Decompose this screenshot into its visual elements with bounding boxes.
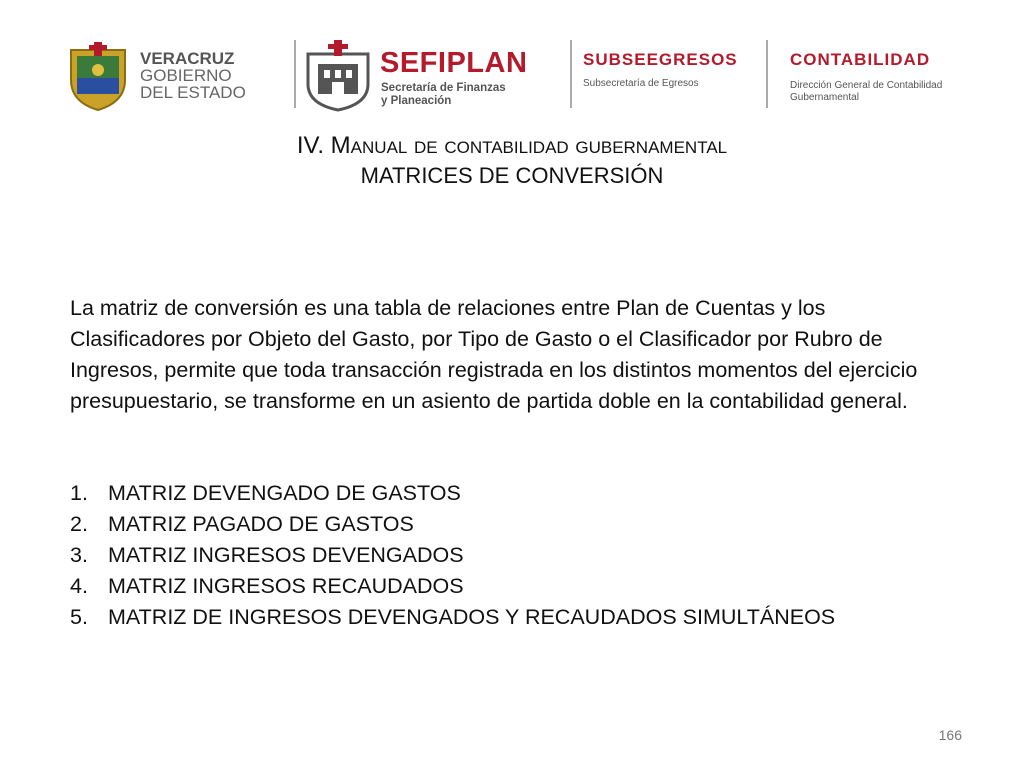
sefiplan-sub2: y Planeación	[381, 95, 452, 107]
divider	[766, 40, 768, 108]
list-text: MATRIZ INGRESOS DEVENGADOS	[108, 543, 464, 567]
slide-subtitle: MATRICES DE CONVERSIÓN	[360, 163, 664, 188]
list-item	[70, 540, 835, 571]
sefiplan-title: SEFIPLAN	[380, 47, 528, 79]
sefiplan-castle-icon	[302, 40, 374, 112]
contabilidad-title: CONTABILIDAD	[790, 50, 931, 69]
body-paragraph: La matriz de conversión es una tabla de relaciones entre Plan de Cuentas y los Clasificadores por Objeto del Gasto, por Tipo de Gasto o el Clasificador por Rubro de Ingresos, permite que toda transacción registrada en los distintos momentos del ejercicio presupuestario, se transforme en un asiento de partida doble en la contabilidad general.	[70, 296, 918, 413]
list-text: MATRIZ DEVENGADO DE GASTOS	[108, 481, 461, 505]
header	[0, 0, 1024, 125]
list-item	[70, 478, 835, 509]
list-number: 5.	[70, 605, 88, 629]
list-item	[70, 571, 835, 602]
sefiplan-subtitle	[381, 82, 506, 108]
divider	[570, 40, 572, 108]
subseegresos-title: SUBSEEGRESOS	[583, 50, 738, 69]
list-number: 1.	[70, 481, 88, 505]
sefiplan-sub1: Secretaría de Finanzas	[381, 82, 506, 94]
divider	[294, 40, 296, 108]
list-item	[70, 509, 835, 540]
contabilidad-subtitle: Dirección General de Contabilidad Gubernamental	[790, 80, 943, 103]
list-number: 2.	[70, 512, 88, 536]
page-number: 166	[938, 727, 962, 743]
subseegresos-subtitle: Subsecretaría de Egresos	[583, 78, 699, 89]
slide-title: IV. Manual de contabilidad gubernamental	[296, 132, 728, 159]
list-number: 4.	[70, 574, 88, 598]
veracruz-logo-text	[140, 50, 246, 101]
list-text: MATRIZ INGRESOS RECAUDADOS	[108, 574, 464, 598]
veracruz-line3: DEL ESTADO	[140, 83, 246, 102]
list-text: MATRIZ PAGADO DE GASTOS	[108, 512, 414, 536]
list-number: 3.	[70, 543, 88, 567]
veracruz-line2: GOBIERNO	[140, 66, 232, 85]
list-text: MATRIZ DE INGRESOS DEVENGADOS Y RECAUDADOS SIMULTÁNEOS	[108, 605, 836, 629]
matrix-list	[70, 478, 835, 633]
list-item	[70, 602, 835, 633]
veracruz-coat-of-arms-icon	[63, 40, 133, 112]
veracruz-line1: VERACRUZ	[140, 49, 235, 68]
